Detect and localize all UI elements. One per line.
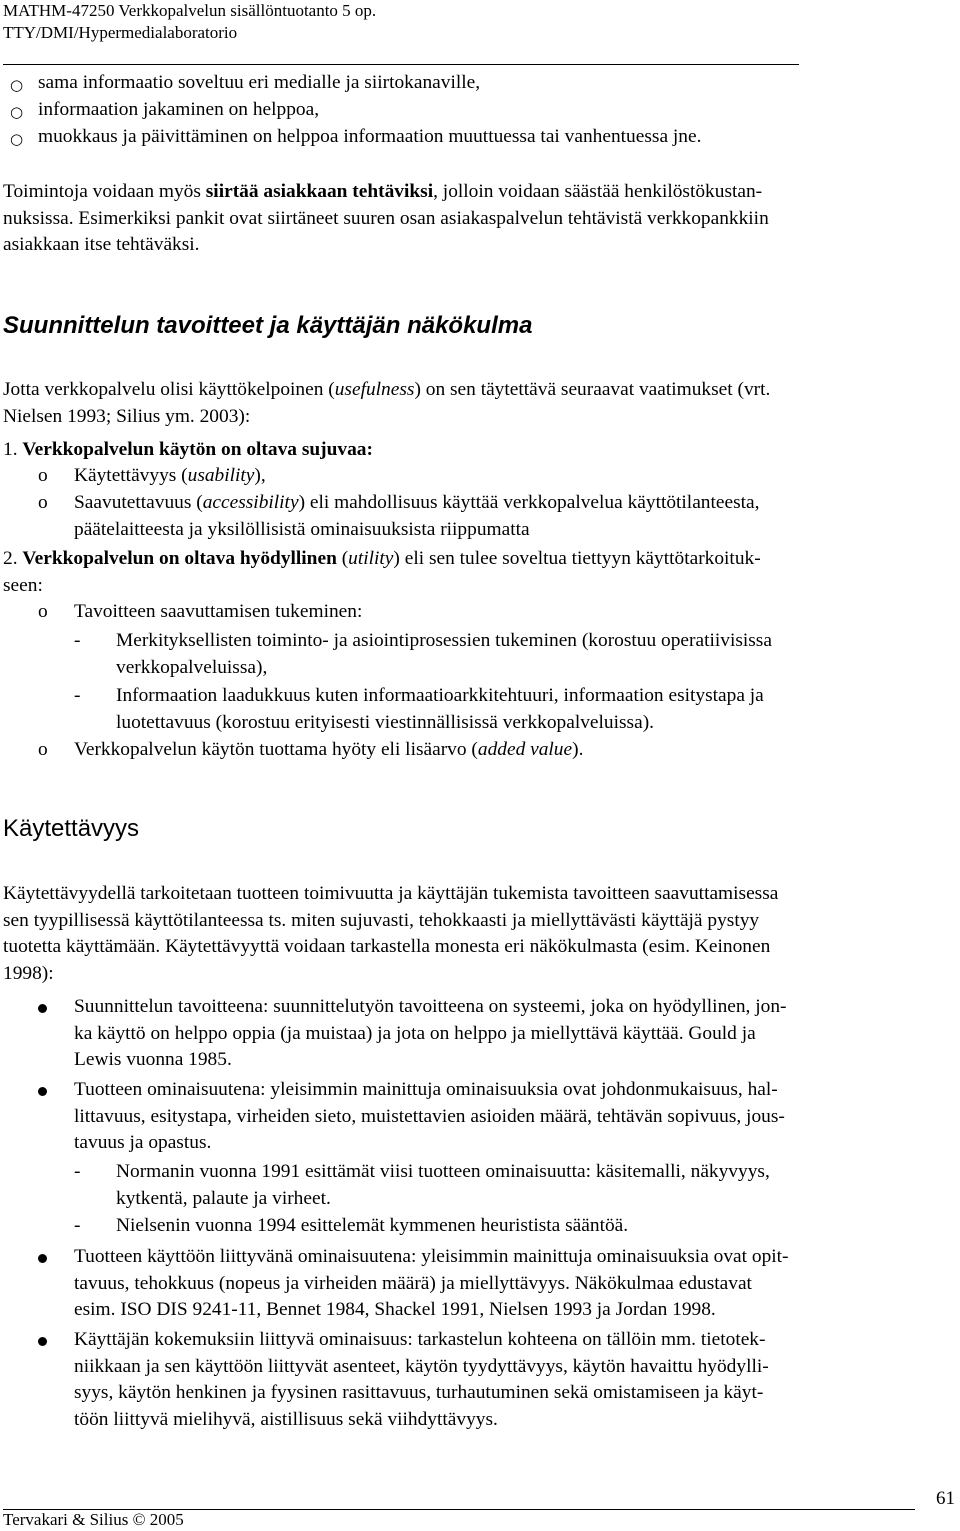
usability-view-product-property: Tuotteen ominaisuutena: yleisimmin mainittuja ominaisuuksia ovat johdonmukaisuus, hal- littavuus, esitystapa, virheiden sieto, muistettavien asioiden määrä, tehtävän sopivuus, jous- tavuus ja opastus.	[74, 1079, 785, 1154]
req2-dash-processes: Merkityksellisten toiminto- ja asiointiprosessien tukeminen (korostuu operatiivisissa verkkopalveluissa),	[116, 630, 772, 678]
req2-dash-information: Informaation laadukkuus kuten informaatioarkkitehtuuri, informaation esitystapa ja luotettavuus (korostuu erityisesti viestinnällisissä verkkopalveluissa).	[116, 685, 764, 733]
header-rule	[3, 64, 799, 65]
dash-bullet-icon: -	[74, 1161, 81, 1182]
req1-item-accessibility: Saavutettavuus (accessibility) eli mahdollisuus käyttää verkkopalvelua käyttötilanteesta, päätelaitteesta ja yksilöllisistä ominaisuuksista riippumatta	[74, 492, 760, 540]
req2-item-added-value: Verkkopalvelun käytön tuottama hyöty eli lisäarvo (added value).	[74, 739, 584, 760]
bullet-dot-icon	[38, 1087, 47, 1096]
usability-view-use-property: Tuotteen käyttöön liittyvänä ominaisuutena: yleisimmin mainittuja ominaisuuksia ovat opit- tavuus, tehokkuus (nopeus ja virheiden määrä) ja miellyttävyys. Näkökulmaa edustavat esim. ISO DIS 9241-11, Bennet 1984, Shackel 1991, Nielsen 1993 ja Jordan 1998.	[74, 1246, 789, 1321]
dash-bullet-icon: -	[74, 685, 81, 706]
dash-bullet-icon: -	[74, 630, 81, 651]
header-course: MATHM-47250 Verkkopalvelun sisällöntuotanto 5 op.	[3, 1, 377, 20]
paragraph-transfer: Toimintoja voidaan myös siirtää asiakkaan tehtäviksi, jolloin voidaan säästää henkilöstökustan- nuksissa. Esimerkiksi pankit ovat siirtäneet suuren osan asiakaspalvelun tehtävistä verkkopankkiin asiakkaan itse tehtäväksi.	[3, 181, 769, 256]
intro-bullet: sama informaatio soveltuu eri medialle ja siirtokanaville,	[38, 72, 481, 93]
hollow-bullet-icon: ○	[10, 103, 24, 121]
req2-item-goal-support: Tavoitteen saavuttamisen tukeminen:	[74, 601, 363, 622]
usability-view-design-goal: Suunnittelun tavoitteena: suunnittelutyön tavoitteena on systeemi, joka on hyödyllinen, jon- ka käyttö on helppo oppia (ja muistaa) ja jota on helppo ja miellyttävä käyttää. Gould ja Lewis vuonna 1985.	[74, 996, 787, 1071]
bullet-dot-icon	[38, 1004, 47, 1013]
bullet-dot-icon	[38, 1254, 47, 1263]
paragraph-requirements: Jotta verkkopalvelu olisi käyttökelpoinen (usefulness) on sen täytettävä seuraavat vaatimukset (vrt. Nielsen 1993; Silius ym. 2003):	[3, 379, 771, 427]
usability-view-user-experience: Käyttäjän kokemuksiin liittyvä ominaisuus: tarkastelun kohteena on tällöin mm. tietotek- niikkaan ja sen käyttöön liittyvät asenteet, käytön tyydyttävyys, käytön havaittu hyödylli- syys, käytön henkinen ja fyysinen rasittavuus, turhautuminen sekä omistamiseen ja käyt- töön liittyvä mielihyvä, aistillisuus sekä viihdyttävyys.	[74, 1329, 769, 1430]
o-bullet-icon: o	[38, 601, 48, 622]
nielsen-heuristics: Nielsenin vuonna 1994 esittelemät kymmenen heuristista sääntöä.	[116, 1215, 629, 1236]
dash-bullet-icon: -	[74, 1215, 81, 1236]
page-number: 61	[936, 1488, 955, 1509]
hollow-bullet-icon: ○	[10, 130, 24, 148]
intro-bullet: muokkaus ja päivittäminen on helppoa informaation muuttuessa tai vanhentuessa jne.	[38, 126, 702, 147]
section-heading-goals: Suunnittelun tavoitteet ja käyttäjän näkökulma	[3, 312, 533, 339]
header-lab: TTY/DMI/Hypermedialaboratorio	[3, 23, 238, 42]
hollow-bullet-icon: ○	[10, 76, 24, 94]
paragraph-usability-definition: Käytettävyydellä tarkoitetaan tuotteen toimivuutta ja käyttäjän tukemista tavoitteen saavuttamisessa sen tyypillisessä käyttötilanteessa ts. miten sujuvasti, tehokkaasti ja miellyttävästi käyttäjä pystyy tuotetta käyttämään. Käytettävyyttä voidaan tarkastella monesta eri näkökulmasta (esim. Keinonen 1998):	[3, 883, 779, 984]
bullet-dot-icon	[38, 1337, 47, 1346]
section-heading-usability: Käytettävyys	[3, 815, 140, 842]
intro-bullet: informaation jakaminen on helppoa,	[38, 99, 320, 120]
o-bullet-icon: o	[38, 492, 48, 513]
footer-copyright: Tervakari & Silius © 2005	[3, 1510, 184, 1529]
o-bullet-icon: o	[38, 739, 48, 760]
requirement-1: 1. Verkkopalvelun käytön on oltava sujuvaa:	[3, 439, 373, 460]
requirement-2: 2. Verkkopalvelun on oltava hyödyllinen (utility) eli sen tulee soveltua tiettyyn käyttötarkoituk- seen:	[3, 548, 761, 596]
running-header	[3, 0, 376, 44]
o-bullet-icon: o	[38, 465, 48, 486]
norman-properties: Normanin vuonna 1991 esittämät viisi tuotteen ominaisuutta: käsitemalli, näkyvyys, kytkentä, palaute ja virheet.	[116, 1161, 770, 1209]
req1-item-usability: Käytettävyys (usability),	[74, 465, 266, 486]
